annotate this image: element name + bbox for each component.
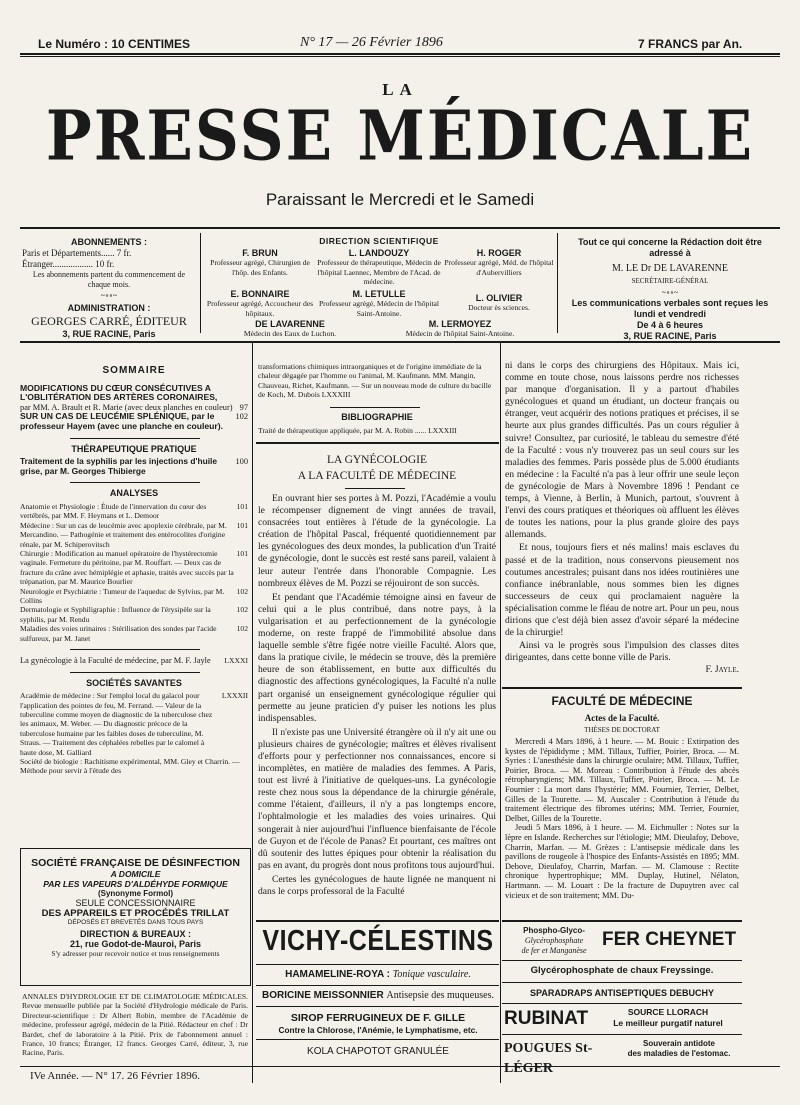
analyses-item-medicine: Médecine : Sur un cas de leucémie avec apoplexie cérébrale, par M. Mercandino. — Pathogénie et traitement des entérocolites d'origine rénale, par M. Schiperovitsch 101	[20, 520, 248, 549]
faculte-title: FACULTÉ DE MÉDECINE	[551, 694, 693, 708]
administration-title: ADMINISTRATION :	[67, 303, 151, 313]
subscription-paris: Paris et Départements...... 7 fr.	[22, 248, 132, 258]
therapeutics-title: THÉRAPEUTIQUE PRATIQUE	[71, 443, 197, 454]
subscriptions-title: ABONNEMENTS :	[71, 237, 147, 247]
analyses-title: ANALYSES	[109, 488, 159, 499]
annales-notice: ANNALES D'HYDROLOGIE ET DE CLIMATOLOGIE MÉDICALES. Revue mensuelle publiée par la Société d'Hydrologie médicale de Paris. Directeur-scientifique : Dr Albert Robin, membre de l'Académie de médecine, professeur agrégé, médecin de la Pitié. Rédacteur en chef : Dr Bardet, chef de laboratoire à la Pitié. Prix de l'abonnement annuel : France, 10 francs; Étranger, 12 francs. Georges Carré, éditeur, 3, rue Racine, Paris.	[22, 992, 248, 1058]
secretary-role: SECRÉTAIRE-GÉNÉRAL	[631, 277, 709, 285]
ad-boricine: BORICINE MEISSONNIER Antisepsie des muqueuses.	[262, 990, 494, 1001]
societies-item-biology: Société de biologie : Rachitisme expérimental, MM. Gley et Charrin. — Méthode pour servir à l'étude des	[20, 757, 240, 776]
analyses-item-urology: Maladies des voies urinaires : Stérilisation des sondes par l'acide sulfureux, par M. Janet 102	[20, 624, 248, 643]
direction-title: DIRECTION SCIENTIFIQUE	[319, 236, 439, 246]
societies-title: SOCIÉTÉS SAVANTES	[86, 677, 182, 688]
editorial-address-note: Tout ce qui concerne la Rédaction doit être adressé à	[578, 237, 762, 258]
sommaire-item-1: MODIFICATIONS DU CŒUR CONSÉCUTIVES A L'OBLITÉRATION DES ARTÈRES CORONAIRES,	[20, 382, 218, 403]
masthead-title: PRESSE MÉDICALE	[45, 96, 755, 177]
ad-pougues: POUGUES St-LÉGER	[504, 1041, 593, 1076]
director-lermoyez: M. LERMOYEZ Médecin de l'hôpital Saint-Antoine.	[405, 319, 515, 339]
subscription-abroad: Étranger.................. 10 fr.	[22, 259, 115, 269]
faculte-actes: Actes de la Faculté.	[584, 713, 660, 723]
sommaire-item-2: SUR UN CAS DE LEUCÉMIE SPLÉNIQUE, par le professeur Hayem (avec une planche en couleur). 102	[20, 411, 248, 431]
therapeutics-item: Traitement de la syphilis par les injections d'huile grise, par M. Georges Thibierge 100	[20, 456, 248, 476]
ad-kola: KOLA CHAPOTOT GRANULÉE	[307, 1046, 449, 1057]
issue-number-date: N° 17 — 26 Février 1896	[300, 35, 443, 50]
desinfection-ad	[20, 848, 251, 986]
desinfection-ad-line7: DÉPOSÉS ET BREVETÉS DANS TOUS PAYS	[67, 919, 204, 926]
article-body-col1: En ouvrant hier ses portes à M. Pozzi, l'Académie a voulu le récompenser dignement de vingt années de travail, consacrées tout entières à l'étude de la gynécologie. La création de l'hôpital Pascal, fréquenté quotidiennement par les gynécologues des deux mondes, la publication d'un Traité de gynécologie, dont le succès est resté sans pareil, valaient à leur auteur l'entrée dans l'honorable Compagnie. Les nombreux élèves de M. Pozzi se réjouiront de son succès. Et pendant que l'Académie témoigne ainsi en faveur de celui qui a le plus contribué, dans notre pays, à la vulgarisation et au perfectionnement de la gynécologie moderne, on reste frappé de l'immobilité absolue dans laquelle semble s'être figée notre vieille Faculté. Alors que, dans la pratique civile, le médecin se trouve, dès la première heure de son établissement, en butte aux difficultés du diagnostic des affections gynécologiques, la Faculté n'a nulle part organisé un enseignement gynécologique régulier qui permette au jeune praticien d'y puiser les notions les plus indispensables. Il n'existe pas une Université étrangère où il n'y ait une ou plusieurs chaires de gynécologie; maîtres et élèves rivalisent d'efforts pour y perfectionner nos connaissances, encore si incomplètes, en matière de maladies des femmes. A Paris, tout est livré à l'initiative de quelques-uns. La gynécologie reste chez nous sous la dépendance de la chirurgie générale, comme l'étaient, d'ailleurs, il n'y a pas longtemps encore, l'ophtalmologie et les maladies des voies urinaires. Qui songerait à nier aujourd'hui l'influence bienfaisante de l'école de Guyon et de l'école de Panas? Et pourtant, ces maîtres ont dû soutenir des luttes épiques pour obtenir la réalisation du pas en avant, du progrès dont nous profitons tous aujourd'hui. Certes les gynécologues de haute lignée ne manquent ni dans le corps professoral de la Faculté	[258, 493, 496, 897]
societies-item-academy: Académie de médecine : Sur l'emploi local du gaïacol pour l'application des pointes de feu, M. Ferrand. — Valeur de la tuberculine comme moyen de diagnostic de la tuberculose chez les animaux, M. Weber. — Du diagnostic précoce de la tuberculose humaine par les faibles doses de tuberculine, M. Straus. — Traitement des céphalées rebelles par le calomel à haute dose, M. Galliard LXXXII	[20, 691, 248, 757]
analyses-item-surgery: Chirurgie : Modification au manuel opératoire de l'hystérectomie vaginale. Fermeture du péritoine, par M. Rouffart. — Deux cas de fracture du crâne avec hémiplégie et aphasie, traités avec succès par la trépanation, par M. Maurice Bourlier 101	[20, 548, 248, 587]
sommaire-item-1-meta: par MM. A. Brault et R. Marie (avec deux planches en couleur) 97	[20, 402, 248, 412]
desinfection-ad-line9: 21, rue Godot-de-Mauroi, Paris	[69, 939, 202, 949]
director-olivier: L. OLIVIER Docteur ès sciences.	[468, 293, 530, 313]
editorial-contact-box: Tout ce qui concerne la Rédaction doit être adressé à M. LE Dr DE LAVARENNE SECRÉTAIRE-GÉNÉRAL ~∘∘~ Les communications verbales sont reçues les lundi et vendredi De 4 à 6 heures 3, RUE RACINE, Paris	[562, 237, 778, 342]
subscription-note: Les abonnements partent du commencement de chaque mois.	[32, 270, 186, 289]
desinfection-ad-line6: DES APPAREILS ET PROCÉDÉS TRILLAT	[41, 908, 230, 919]
ad-vichy-celestins: VICHY-CÉLESTINS	[262, 924, 494, 958]
director-letulle: M. LETULLE Professeur agrégé, Médecin de l'hôpital Saint-Antoine.	[318, 289, 440, 318]
footer-issue: IVe Année. — N° 17. 26 Février 1896.	[30, 1070, 200, 1082]
desinfection-ad-line4: (Synonyme Formol)	[97, 889, 174, 898]
publisher-name: GEORGES CARRÉ, ÉDITEUR	[31, 314, 187, 328]
director-roger: H. ROGER Professeur agrégé, Méd. de l'hôpital d'Aubervilliers	[444, 248, 554, 277]
desinfection-ad-line10: S'y adresser pour recevoir notice et tous renseignements	[51, 949, 220, 958]
faculte-theses-list: Mercredi 4 Mars 1896, à 1 heure. — M. Bouic : Extirpation des kystes de l'épididyme ; MM. Tillaux, Tuffier, Poirier, Broca. — M. Syries : L'anesthésie dans la chirurgie oculaire; MM. Tillaux, Tuffier, Poirier, Broca. — M. Moreau : Contribution à l'étude des abcès rétropharyngiens; MM. Tillaux, Tuffier, Poirier, Broca. — M. Le Fournier : La mort dans l'hystérie; MM. Fournier, Terrier, Delbet, Gilles de la Tourette. — M. Auscaler : Contribution à l'étude du traitement électrique des fibromes utérins; MM. Terrier, Fournier, Delbet, Gilles de la Tourette. Jeudi 5 Mars 1896, à 1 heure. — M. Eichmuller : Notes sur la lèpre en Islande. Recherches sur l'étiologie; MM. Dieulafoy, Debove, Charrin, Marfan. — M. Grèzes : L'antisepsie médicale dans les pavillons de rougeole à l'hospice des Enfants-Assistés en 1895; MM. Debove, Dieulafoy, Charrin, Marfan. — M. Clamouse : Rectite chronique hypertrophique; MM. Duplay, Hutinel, Nélaton, Hartmann. — M. Louart : De la fracture de Dupuytren avec cal vicieux et de son traitement; MM. Du-	[505, 737, 739, 900]
desinfection-ad-line2: A DOMICILE	[110, 869, 161, 879]
sommaire-title: SOMMAIRE	[102, 365, 166, 376]
subscriptions-box: ABONNEMENTS : Paris et Départements...... 7 fr. Étranger.................. 10 fr. Les abonnements partent du commencement de chaque mois. ~∘∘~ ADMINISTRATION : GEORGES CARRÉ, ÉDITEUR 3, RUE RACINE, Paris	[22, 237, 196, 340]
article-title: LA GYNÉCOLOGIE A LA FACULTÉ DE MÉDECINE	[297, 454, 457, 482]
ad-freyssinge: Glycérophosphate de chaux Freyssinge.	[530, 965, 714, 976]
bibliography-title: BIBLIOGRAPHIE	[341, 412, 413, 422]
masthead-subtitle: Paraissant le Mercredi et le Samedi	[265, 190, 535, 209]
visiting-hours-note: Les communications verbales sont reçues les lundi et vendredi	[571, 298, 769, 319]
analyses-item-anatomy: Anatomie et Physiologie : Étude de l'innervation du cœur des vertébrés, par MM. F. Heymans et L. Demoor 101	[20, 501, 248, 521]
analyses-item-dermatology: Dermatologie et Syphiligraphie : Influence de l'érysipèle sur la syphilis, par M. Rendu 102	[20, 605, 248, 624]
article-body-col2: ni dans le corps des chirurgiens des Hôpitaux. Mais ici, comme en toute chose, nous laissons perdre nos richesses par manque d'organisation. Il y a partout d'habiles gynécologues et quand un étudiant, un docteur français ou étranger, veut acquérir des notions pratiques et précises, il se heurte aux plus grandes difficultés. Pas un cours régulier à suivre! Consultez, par curiosité, le tableau du semestre d'été de la Faculté : vous n'y trouverez pas un seul cours sur les maladies des femmes. Paris possède plus de 5.000 étudiants en médecine : la Faculté n'a pas à leur offrir une seule leçon de gynécologie de Mars à Novembre 1896 ! Pendant ce temps, à Vienne, à Berlin, à Munich, partout, s'ouvrent à l'envi des cours pratiques et théoriques où affluent les élèves de toutes les nations, pour la plus grande gloire des pays allemands. Et nous, toujours fiers et nés malins! mais esclaves du passé et de la tradition, nous conservons pieusement nos coutumes ancestrales; puisant dans nos idées routinières une confiance inébranlable, nous sommes bien les dignes successeurs de ceux qui proclamaient naguère la spécialisation comme le fléau de notre art. Pour un peu, nous dirions que c'est déjà bien assez d'avoir séparé la médecine de la chirurgie! Ainsi va le progrès sous l'impulsion des classes dites dirigeantes, dans cette bonne ville de Paris. F. Jayle.	[505, 360, 739, 676]
analyses-item-neurology: Neurologie et Psychiatrie : Tumeur de l'aqueduc de Sylvius, par M. Collins 102	[20, 586, 248, 605]
bibliography-item: Traité de thérapeutique appliquée, par M. A. Robin ...... LXXXIII	[258, 426, 457, 435]
secretary-name: M. LE Dr DE LAVARENNE	[611, 263, 728, 274]
ad-debuchy: SPARADRAPS ANTISEPTIQUES DEBUCHY	[529, 988, 715, 998]
desinfection-ad-line3: PAR LES VAPEURS D'ALDÉHYDE FORMIQUE	[43, 879, 228, 889]
ad-rubinat: RUBINAT	[504, 1008, 589, 1029]
annual-price: 7 FRANCS par An.	[638, 37, 743, 51]
masthead-article: LA	[382, 80, 418, 99]
issue-price: Le Numéro : 10 CENTIMES	[38, 37, 191, 51]
desinfection-ad-line5: SEULE CONCESSIONNAIRE	[75, 898, 196, 908]
ad-hamameline: HAMAMELINE-ROYA : Tonique vasculaire.	[285, 969, 471, 980]
ad-pougues-details: Souverain antidote des maladies de l'estomac.	[627, 1039, 731, 1058]
gynecology-item: La gynécologie à la Faculté de médecine, par M. F. Jayle LXXXI	[20, 656, 248, 666]
publisher-address: 3, RUE RACINE, Paris	[62, 329, 156, 339]
ad-fer-cheynet: FER CHEYNET	[602, 929, 737, 950]
ad-sirop-gille-sub: Contre la Chlorose, l'Anémie, le Lymphatisme, etc.	[278, 1025, 478, 1035]
article-signature: F. Jayle.	[705, 664, 739, 676]
director-lavarenne: DE LAVARENNE Médecin des Eaux de Luchon.	[243, 319, 337, 339]
desinfection-ad-name: SOCIÉTÉ FRANÇAISE DE DÉSINFECTION	[31, 857, 240, 869]
director-landouzy: L. LANDOUZY Professeur de thérapeutique, Médecin de l'hôpital Laennec, Membre de l'Acad. de médecine.	[317, 248, 441, 287]
editorial-address: 3, RUE RACINE, Paris	[623, 331, 717, 341]
ad-phospho-glyco: Phospho-Glyco- Glycérophosphate de fer et Manganèse	[521, 926, 587, 955]
desinfection-ad-line8: DIRECTION & BUREAUX :	[79, 929, 191, 939]
ad-sirop-gille: SIROP FERRUGINEUX DE F. GILLE	[290, 1012, 466, 1024]
director-brun: F. BRUN Professeur agrégé, Chirurgien de l'hôp. des Enfants.	[210, 248, 310, 277]
sommaire-continued: transformations chimiques intraorganiques et de l'origine immédiate de la chaleur dégagée par l'homme ou l'animal, M. Kaufmann. MM. Mangin, Chauveau, Richet, Kaufmann. — Sur un nouveau mode de culture du bacille de Koch, M. Dubois LXXXIII	[258, 362, 492, 400]
sommaire	[20, 366, 248, 776]
ad-rubinat-details: SOURCE LLORACH Le meilleur purgatif naturel	[613, 1007, 723, 1028]
faculte-theses: THÈSES DE DOCTORAT	[584, 726, 660, 734]
visiting-hours: De 4 à 6 heures	[636, 320, 704, 330]
director-bonnaire: E. BONNAIRE Professeur agrégé, Accoucheur des hôpitaux.	[206, 289, 314, 318]
